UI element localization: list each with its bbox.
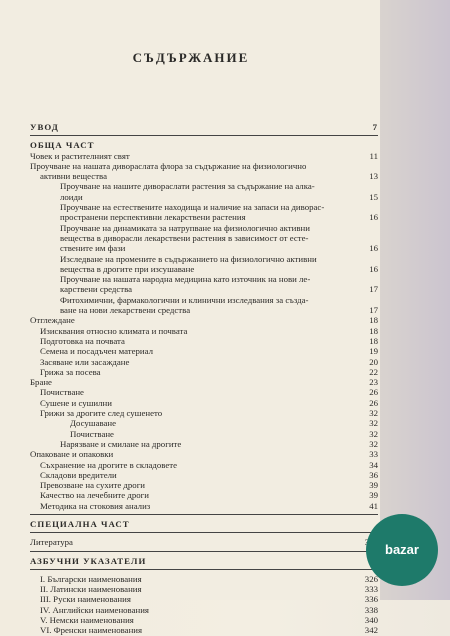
toc-entry-text: Фитохимични, фармакологични и клинични изследвания за създа-	[60, 294, 309, 305]
toc-entry-text: Изследване на промените в съдържанието на физиологично активни	[60, 253, 317, 264]
toc-entry-text: карствени средства	[60, 284, 133, 295]
toc-section	[30, 140, 378, 150]
toc-entry-text: Проучване на естествените находища и наличие на запаси на диворас-	[60, 202, 325, 213]
toc-entry	[30, 501, 378, 511]
toc-entry-text: Методика на стоковия анализ	[40, 500, 151, 511]
toc-entry-text: ОБЩА ЧАСТ	[30, 140, 95, 151]
toc-entry	[30, 284, 378, 294]
toc-entry	[30, 336, 378, 346]
toc-page-number: 18	[369, 335, 378, 346]
toc-page-number: 16	[369, 212, 378, 223]
toc-entry	[30, 315, 378, 325]
toc-entry	[30, 470, 378, 480]
toc-page-number: 333	[364, 584, 378, 595]
toc-entry	[30, 254, 378, 264]
toc-entry-text: Изисквания относно климата и почвата	[40, 325, 188, 336]
toc-page-number: 340	[364, 615, 378, 626]
toc-entry-text: активни вещества	[40, 171, 107, 182]
toc-entry-text: Бране	[30, 377, 52, 388]
toc-page-number: 39	[369, 490, 378, 501]
toc-entry	[30, 243, 378, 253]
toc-entry	[30, 346, 378, 356]
toc-page-number: 32	[369, 408, 378, 419]
toc-page-number: 32	[369, 418, 378, 429]
toc-entry-text: VI. Френски наименования	[40, 625, 143, 636]
toc-entry-text: II. Латински наименования	[40, 584, 142, 595]
toc-entry	[30, 377, 378, 387]
toc-entry-text: Нарязване и смилане на дрогите	[60, 438, 182, 449]
toc-section	[30, 556, 378, 566]
toc-entry	[30, 357, 378, 367]
toc-section	[30, 122, 378, 132]
toc-entry	[30, 537, 378, 547]
toc-entry	[30, 605, 378, 615]
toc-entry	[30, 202, 378, 212]
toc-page-number: 16	[369, 243, 378, 254]
toc-entry-text: Складови вредители	[40, 469, 117, 480]
toc-entry	[30, 480, 378, 490]
toc-entry	[30, 233, 378, 243]
toc-entry-text: ване на нови лекарствени средства	[60, 305, 191, 316]
toc-entry	[30, 574, 378, 584]
toc-entry	[30, 615, 378, 625]
toc-entry	[30, 584, 378, 594]
toc-page-number: 326	[364, 573, 378, 584]
toc-page-number: 13	[369, 171, 378, 182]
toc-entry-text: СПЕЦИАЛНА ЧАСТ	[30, 518, 130, 529]
toc-page-number: 39	[369, 480, 378, 491]
toc-entry	[30, 398, 378, 408]
toc-entry-text: Съхранение на дрогите в складовете	[40, 459, 178, 470]
toc-entry	[30, 367, 378, 377]
toc-entry-text: Отглеждане	[30, 315, 75, 326]
toc-entry	[30, 439, 378, 449]
toc-page-number: 23	[369, 377, 378, 388]
toc-entry-text: I. Български наименования	[40, 573, 142, 584]
toc-entry-text: Проучване на нашата дивораслата флора за съдържание на физиологично	[30, 160, 307, 171]
toc-entry-text: Грижи за дрогите след сушенето	[40, 408, 163, 419]
toc-page-number: 17	[369, 305, 378, 316]
toc-entry-text: Засяване или засаждане	[40, 356, 130, 367]
toc-page-number: 22	[369, 366, 378, 377]
toc-entry	[30, 161, 378, 171]
table-of-contents	[30, 122, 378, 636]
toc-entry	[30, 274, 378, 284]
watermark-logo: bazar	[366, 514, 438, 586]
toc-entry-text: Почистване	[70, 428, 114, 439]
toc-entry	[30, 418, 378, 428]
toc-entry	[30, 212, 378, 222]
toc-entry-text: вещества в дрогите при изсушаване	[60, 263, 195, 274]
toc-entry-text: Почистване	[40, 387, 84, 398]
toc-entry-text: Сушене и сушилни	[40, 397, 112, 408]
toc-page-number: 342	[364, 625, 378, 636]
toc-entry-text: Проучване на динамиката за натрупване на физиологично активни	[60, 222, 310, 233]
toc-entry	[30, 223, 378, 233]
toc-entry-text: Проучване на нашите дивораслати растения за съдържание на алка-	[60, 181, 315, 192]
toc-page-number: 26	[369, 387, 378, 398]
toc-page-number: 20	[369, 356, 378, 367]
toc-entry-text: Опаковане и опаковки	[30, 449, 114, 460]
divider	[30, 569, 378, 570]
toc-page-number: 16	[369, 263, 378, 274]
toc-entry-text: Човек и растителният свят	[30, 150, 130, 161]
toc-page-number: 33	[369, 449, 378, 460]
toc-entry-text: Грижа за посева	[40, 366, 101, 377]
toc-entry-text: Литература	[30, 537, 73, 548]
toc-entry-text: III. Руски наименования	[40, 594, 131, 605]
toc-entry	[30, 264, 378, 274]
toc-entry-text: Качество на лечебните дроги	[40, 490, 149, 501]
toc-entry-text: вещества в диворасли лекарствени растения в зависимост от есте-	[60, 232, 309, 243]
toc-page-number: 18	[369, 315, 378, 326]
toc-page-number: 34	[369, 459, 378, 470]
toc-page-number: 17	[369, 284, 378, 295]
toc-entry-text: Проучване на нашата народна медицина като източник на нови ле-	[60, 274, 311, 285]
toc-page-number: 11	[369, 150, 378, 161]
toc-entry	[30, 460, 378, 470]
toc-entry	[30, 387, 378, 397]
page-title: СЪДЪРЖАНИЕ	[132, 50, 250, 65]
page-edge	[380, 0, 450, 600]
divider	[30, 514, 378, 515]
toc-entry	[30, 625, 378, 635]
toc-entry	[30, 151, 378, 161]
toc-page-number: 15	[369, 191, 378, 202]
toc-entry	[30, 326, 378, 336]
toc-page-number: 338	[364, 604, 378, 615]
divider	[30, 135, 378, 136]
toc-entry	[30, 429, 378, 439]
toc-entry	[30, 408, 378, 418]
toc-entry-text: Семена и посадъчен материал	[40, 346, 153, 357]
toc-page-number: 18	[369, 325, 378, 336]
toc-page-number: 26	[369, 397, 378, 408]
toc-entry-text: IV. Английски наименования	[40, 604, 149, 615]
toc-entry-text: пространени перспективни лекарствени растения	[60, 212, 246, 223]
toc-entry	[30, 490, 378, 500]
toc-page-number: 41	[369, 500, 378, 511]
toc-entry-text: Превозване на сухите дроги	[40, 480, 146, 491]
toc-page-number: 32	[369, 438, 378, 449]
divider	[30, 532, 378, 533]
toc-entry	[30, 192, 378, 202]
toc-entry	[30, 181, 378, 191]
toc-entry-text: ствените им фази	[60, 243, 126, 254]
toc-section	[30, 519, 378, 529]
toc-page-number: 336	[364, 594, 378, 605]
toc-entry	[30, 171, 378, 181]
toc-page-number: 7	[372, 122, 378, 132]
toc-entry-text: лоиди	[60, 191, 83, 202]
toc-page-number: 32	[369, 428, 378, 439]
toc-entry-text: V. Немски наименования	[40, 615, 134, 626]
toc-entry-text: Досушаване	[70, 418, 117, 429]
toc-entry	[30, 295, 378, 305]
toc-entry-text: УВОД	[30, 122, 59, 132]
toc-entry	[30, 305, 378, 315]
toc-entry-text: АЗБУЧНИ УКАЗАТЕЛИ	[30, 555, 147, 566]
toc-entry-text: Подготовка на почвата	[40, 335, 125, 346]
toc-page-number: 19	[369, 346, 378, 357]
toc-page-number: 36	[369, 469, 378, 480]
divider	[30, 551, 378, 552]
toc-entry	[30, 449, 378, 459]
